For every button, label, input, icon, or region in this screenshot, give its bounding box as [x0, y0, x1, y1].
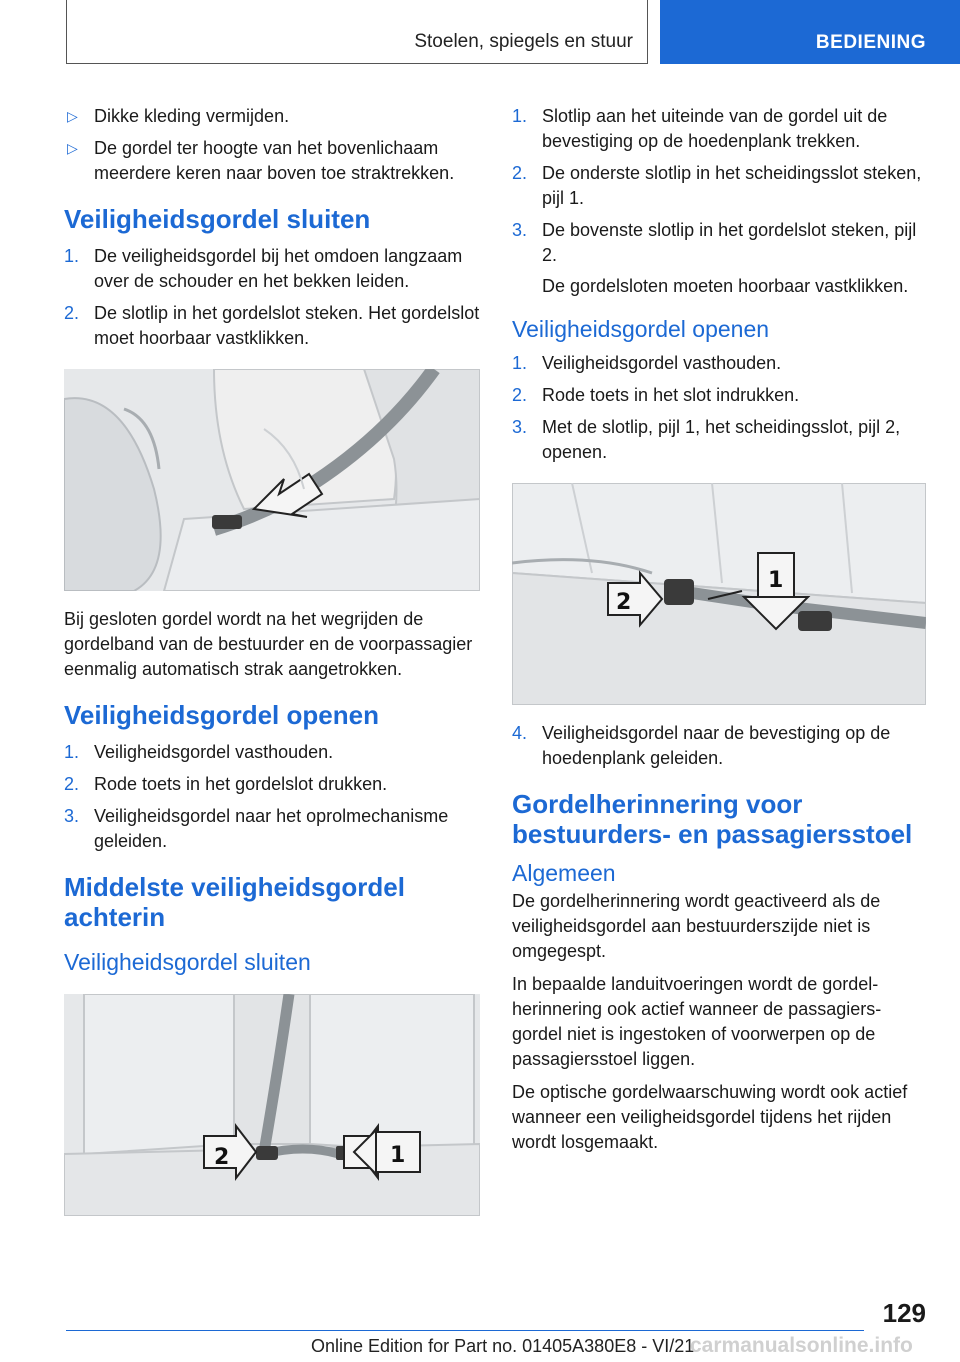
- subheading-openen: Veiligheidsgordel openen: [512, 316, 770, 342]
- list-item: ▷ De gordel ter hoogte van het bovenlichaam meerdere keren naar boven toe straktrekken.: [67, 138, 455, 183]
- list-item: ▷ Dikke kleding vermijden.: [64, 104, 480, 129]
- step-number: 4.: [512, 723, 528, 743]
- subheading-algemeen: Algemeen: [512, 860, 616, 886]
- paragraph: In bepaalde landuitvoeringen wordt de gordelherinnering ook actief wanneer de passagiersgordel niet is ingestoken of voorwerpen op de passagiersstoel liggen.: [512, 974, 882, 1069]
- figure-middle-seatbelt: [64, 994, 480, 1216]
- watermark: carmanualsonline.info: [690, 1334, 913, 1357]
- step-number: 2.: [512, 385, 528, 405]
- heading-reminder: Gordelherinnering voor bestuurders- en passagiersstoel: [512, 789, 913, 849]
- list-item: 4. Veiligheidsgordel naar de bevestiging op de hoedenplank geleiden.: [512, 723, 891, 768]
- steps-right-continued: [512, 721, 924, 771]
- heading-openen: Veiligheidsgordel openen: [64, 700, 379, 730]
- running-header: [66, 0, 648, 64]
- step-number: 1.: [64, 246, 80, 266]
- steps-openen: [64, 740, 480, 854]
- triangle-bullet-icon: ▷: [67, 108, 78, 124]
- heading-middelste: Middelste veiligheidsgordel achterin: [64, 872, 405, 932]
- list-item: 1. Veiligheidsgordel vasthouden.: [512, 351, 924, 376]
- step-note: De gordelsloten moeten hoorbaar vastklikken.: [542, 276, 909, 296]
- step-number: 2.: [64, 303, 80, 323]
- figure-label: 1: [768, 568, 784, 593]
- step-number: 3.: [512, 220, 528, 240]
- footer-divider: [66, 1330, 864, 1331]
- list-item: 2. Rode toets in het slot indrukken.: [512, 383, 924, 408]
- bullet-list: [64, 104, 480, 186]
- figure-split-buckle: [512, 483, 926, 705]
- list-item: 1. De veiligheidsgordel bij het omdoen langzaam over de schouder en het bekken leiden.: [64, 246, 463, 291]
- list-item: 1. Slotlip aan het uiteinde van de gordel uit de bevestiging op de hoedenplank trekken.: [512, 106, 888, 151]
- chapter-title: BEDIENING: [815, 32, 926, 53]
- figure-caption: Bij gesloten gordel wordt na het wegrijden de gordelband van de bestuurder en de voorpassagier eenmalig automatisch strak aangetrokken.: [64, 609, 473, 679]
- step-number: 1.: [512, 106, 528, 126]
- step-number: 2.: [512, 163, 528, 183]
- steps-sluiten: [64, 244, 480, 351]
- list-item: 1. Veiligheidsgordel vasthouden.: [64, 740, 480, 765]
- list-item: 2. De slotlip in het gordelslot steken. Het gordelslot moet hoorbaar vastklikken.: [64, 303, 480, 348]
- list-item: 3. Met de slotlip, pijl 1, het scheidingsslot, pijl 2, openen.: [512, 417, 901, 462]
- figure-label: 2: [616, 590, 632, 615]
- footer-edition: Online Edition for Part no. 01405A380E8 - VI/21: [311, 1336, 695, 1356]
- list-item: 2. Rode toets in het gordelslot drukken.: [64, 772, 480, 797]
- paragraph: De gordelherinnering wordt geactiveerd als de veiligheidsgordel aan bestuurderszijde niet is omgegespt.: [512, 891, 881, 961]
- subheading-sluiten: Veiligheidsgordel sluiten: [64, 949, 311, 975]
- left-column: [64, 104, 480, 1232]
- page-number: 129: [882, 1298, 926, 1328]
- paragraph: De optische gordelwaarschuwing wordt ook actief wanneer een veiligheidsgordel tijdens het rijden wordt losgemaakt.: [512, 1082, 908, 1152]
- list-item: 2. De onderste slotlip in het scheidingsslot steken, pijl 1.: [512, 163, 922, 208]
- steps-right-openen: [512, 351, 924, 465]
- figure-label: 2: [214, 1145, 230, 1170]
- triangle-bullet-icon: ▷: [67, 140, 78, 156]
- step-number: 1.: [512, 353, 528, 373]
- step-number: 2.: [64, 774, 80, 794]
- right-column: [512, 104, 924, 1163]
- chapter-tab: [660, 0, 960, 64]
- list-item: 3. Veiligheidsgordel naar het oprolmechanisme geleiden.: [64, 806, 449, 851]
- list-item: 3. De bovenste slotlip in het gordelslot steken, pijl 2. De gordelsloten moeten hoorbaar vastklikken.: [512, 218, 924, 299]
- figure-front-seatbelt: [64, 369, 480, 591]
- step-number: 3.: [512, 417, 528, 437]
- section-title: Stoelen, spiegels en stuur: [414, 31, 633, 52]
- step-number: 1.: [64, 742, 80, 762]
- figure-label: 1: [390, 1143, 406, 1168]
- steps-right-sluiten: [512, 104, 924, 299]
- step-number: 3.: [64, 806, 80, 826]
- heading-sluiten: Veiligheidsgordel sluiten: [64, 204, 371, 234]
